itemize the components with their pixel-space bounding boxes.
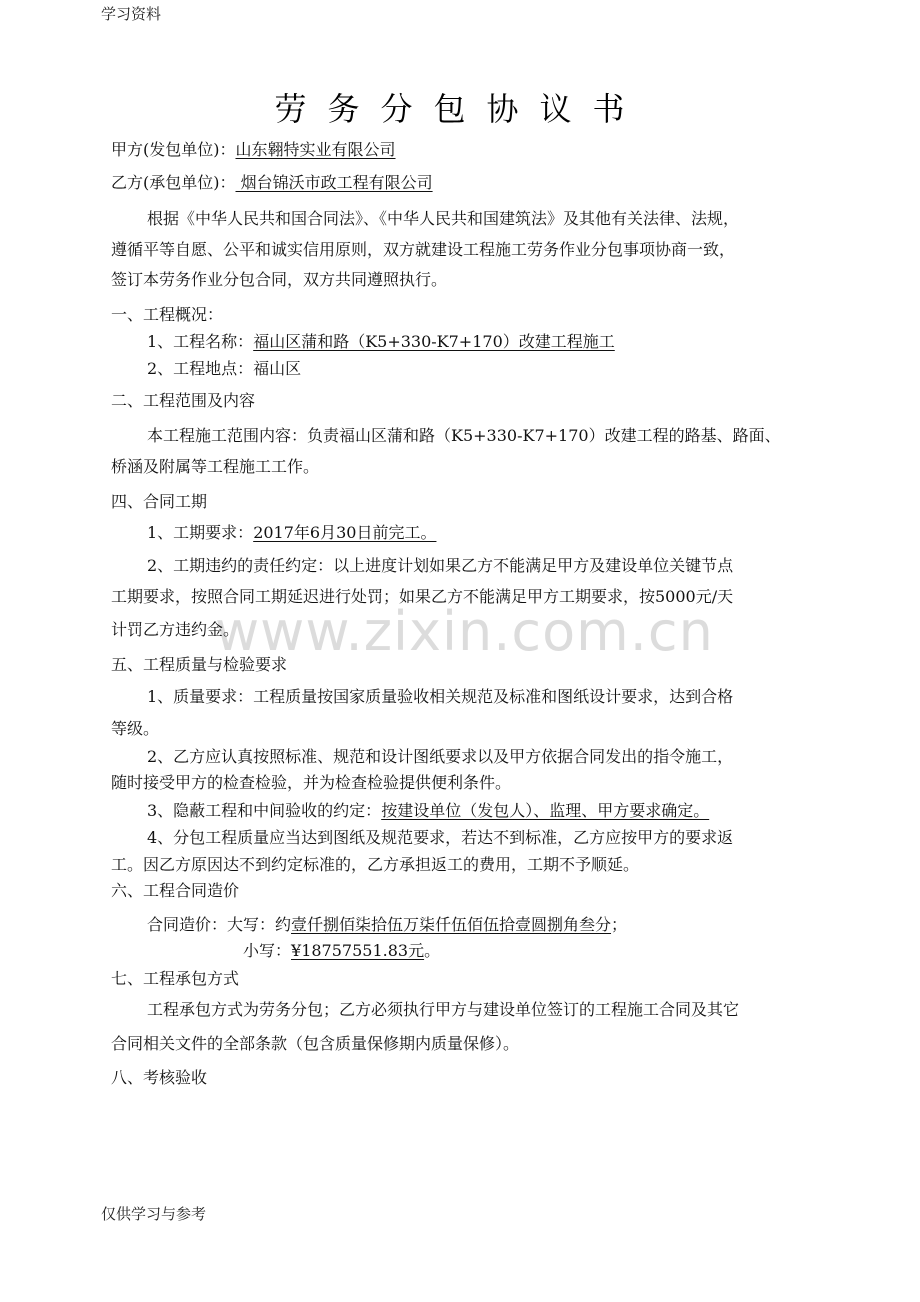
party-b-line bbox=[111, 170, 433, 193]
price-figures-line bbox=[243, 938, 440, 961]
quality-4-line-2: 工。因乙方原因达不到约定标准的，乙方承担返工的费用，工期不予顺延。 bbox=[111, 855, 640, 874]
section-4-heading: 四、合同工期 bbox=[111, 492, 208, 511]
contract-mode-line-2: 合同相关文件的全部条款（包含质量保修期内质量保修）。 bbox=[111, 1034, 520, 1053]
scope-line-2: 桥涵及附属等工程施工工作。 bbox=[111, 457, 320, 476]
project-name-label: 1、工程名称： bbox=[147, 332, 254, 351]
section-6-heading: 六、工程合同造价 bbox=[111, 881, 240, 900]
quality-3-line bbox=[147, 798, 709, 821]
project-name-line bbox=[147, 329, 615, 352]
quality-2-line-2: 随时接受甲方的检查检验，并为检查检验提供便利条件。 bbox=[111, 773, 512, 792]
party-a-label: 甲方(发包单位)： bbox=[111, 140, 236, 159]
quality-1-line-2: 等级。 bbox=[111, 719, 160, 738]
intro-line-3: 签订本劳务作业分包合同，双方共同遵照执行。 bbox=[111, 270, 448, 289]
page-footer: 仅供学习与参考 bbox=[101, 1205, 207, 1223]
section-2-heading: 二、工程范围及内容 bbox=[111, 391, 256, 410]
price-words-line bbox=[147, 912, 627, 935]
party-a-line bbox=[111, 137, 396, 160]
price-figures-end: 。 bbox=[424, 941, 441, 960]
section-1-heading: 一、工程概况： bbox=[111, 305, 224, 324]
price-words-end: ； bbox=[611, 915, 628, 934]
party-b-label: 乙方(承包单位)： bbox=[111, 173, 236, 192]
document-title: 劳务分包协议书 bbox=[274, 90, 646, 128]
party-b-name: 烟台锦沃市政工程有限公司 bbox=[235, 173, 433, 192]
deadline-value: 2017年6月30日前完工。 bbox=[253, 523, 437, 542]
quality-3-value: 按建设单位（发包人）、监理、甲方要求确定。 bbox=[381, 801, 710, 820]
contract-mode-line-1: 工程承包方式为劳务分包；乙方必须执行甲方与建设单位签订的工程施工合同及其它 bbox=[147, 1000, 740, 1019]
price-figures-label: 小写： bbox=[243, 941, 292, 960]
project-name-value: 福山区蒲和路（K5+330-K7+170）改建工程施工 bbox=[253, 332, 615, 351]
intro-line-2: 遵循平等自愿、公平和诚实信用原则，双方就建设工程施工劳务作业分包事项协商一致， bbox=[111, 240, 736, 259]
breach-line-2: 工期要求，按照合同工期延迟进行处罚；如果乙方不能满足甲方工期要求，按5000元/天 bbox=[111, 587, 734, 606]
quality-1-line-1: 1、质量要求：工程质量按国家质量验收相关规范及标准和图纸设计要求，达到合格 bbox=[147, 687, 734, 706]
project-place-line: 2、工程地点：福山区 bbox=[147, 359, 302, 378]
breach-line-3: 计罚乙方违约金。 bbox=[111, 620, 240, 639]
quality-4-line-1: 4、分包工程质量应当达到图纸及规范要求，若达不到标准，乙方应按甲方的要求返 bbox=[147, 828, 734, 847]
watermark: www.zixin.com.cn bbox=[215, 600, 714, 663]
party-a-name: 山东翱特实业有限公司 bbox=[235, 140, 396, 159]
deadline-label: 1、工期要求： bbox=[147, 523, 254, 542]
price-words-label: 合同造价：大写：约 bbox=[147, 915, 292, 934]
section-7-heading: 七、工程承包方式 bbox=[111, 969, 240, 988]
price-words-value: 壹仟捌佰柒拾伍万柒仟伍佰伍拾壹圆捌角叁分 bbox=[291, 915, 612, 934]
scope-line-1: 本工程施工范围内容：负责福山区蒲和路（K5+330-K7+170）改建工程的路基、路面、 bbox=[147, 426, 781, 445]
quality-3-label: 3、隐蔽工程和中间验收的约定： bbox=[147, 801, 382, 820]
quality-2-line-1: 2、乙方应认真按照标准、规范和设计图纸要求以及甲方依据合同发出的指令施工， bbox=[147, 747, 734, 766]
breach-line-1: 2、工期违约的责任约定：以上进度计划如果乙方不能满足甲方及建设单位关键节点 bbox=[147, 556, 734, 575]
deadline-line bbox=[147, 520, 436, 543]
section-8-heading: 八、考核验收 bbox=[111, 1068, 208, 1087]
section-5-heading: 五、工程质量与检验要求 bbox=[111, 655, 288, 674]
page-header: 学习资料 bbox=[101, 5, 162, 23]
price-figures-value: ¥18757551.83元 bbox=[291, 941, 425, 960]
intro-line-1: 根据《中华人民共和国合同法》、《中华人民共和国建筑法》及其他有关法律、法规， bbox=[147, 209, 740, 228]
